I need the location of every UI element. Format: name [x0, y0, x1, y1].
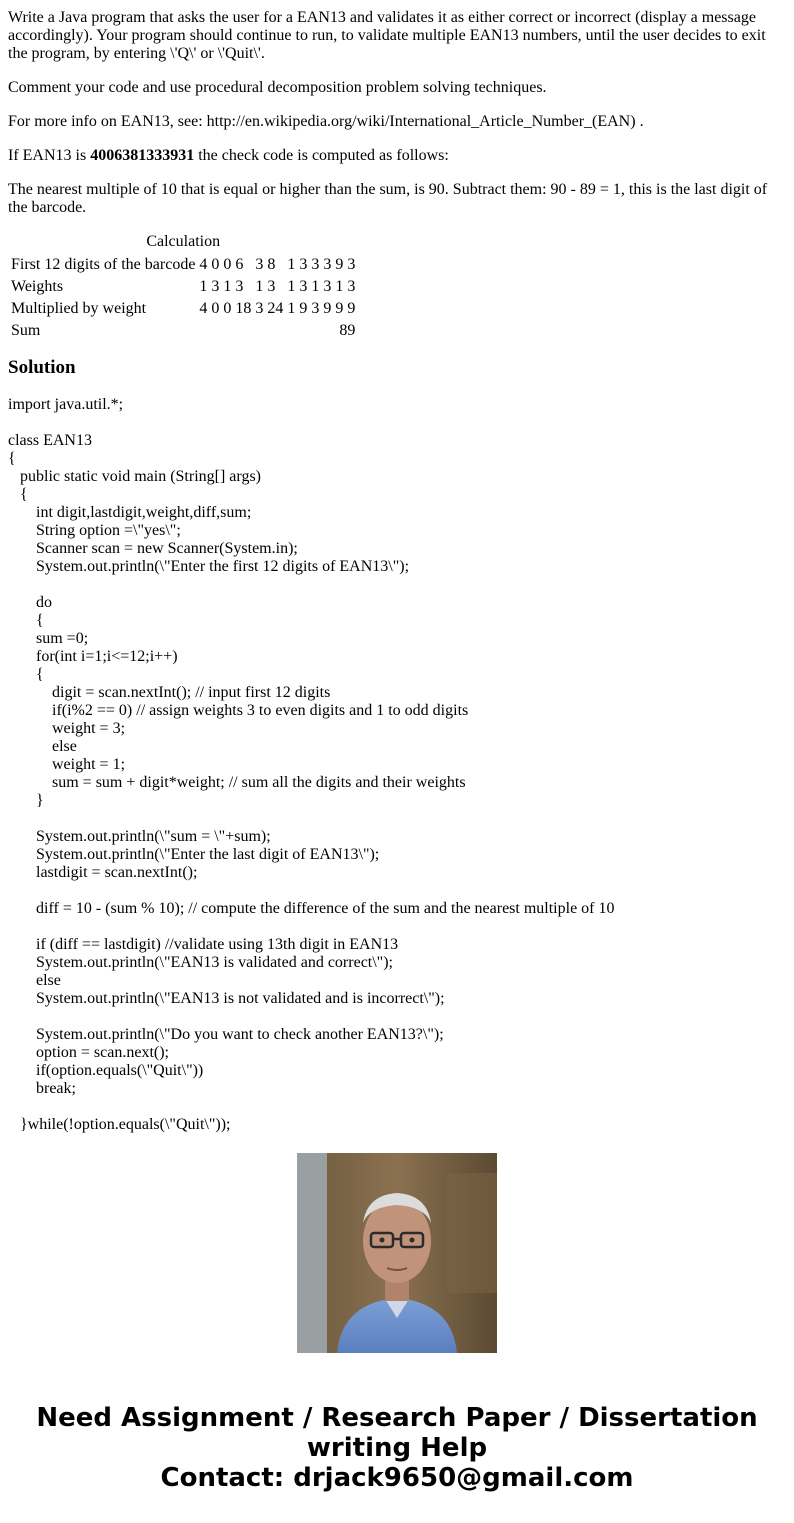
code-line: Scanner scan = new Scanner(System.in);	[8, 540, 298, 557]
code-line: {	[8, 666, 44, 683]
code-line	[8, 1098, 786, 1116]
person-photo-icon	[297, 1153, 497, 1353]
code-line: System.out.println(\"Do you want to check another EAN13?\");	[8, 1026, 444, 1043]
code-line	[8, 1008, 786, 1026]
row-label: First 12 digits of the barcode	[11, 256, 196, 273]
ean13-example-number: 4006381333931	[90, 147, 195, 164]
document-content	[8, 0, 786, 1133]
code-line	[8, 810, 786, 828]
avatar	[297, 1153, 497, 1353]
code-line: else	[8, 738, 77, 755]
code-line: diff = 10 - (sum % 10); // compute the difference of the sum and the nearest multiple of 10	[8, 900, 615, 917]
row-label: Weights	[11, 278, 64, 295]
intro-paragraph-3: For more info on EAN13, see: http://en.wikipedia.org/wiki/International_Article_Number_(EAN) .	[8, 113, 644, 130]
code-line: {	[8, 486, 28, 503]
footer-line-3: Contact: drjack9650@gmail.com	[160, 1463, 634, 1493]
code-line: weight = 1;	[8, 756, 126, 773]
code-line: weight = 3;	[8, 720, 126, 737]
intro-paragraph-4	[8, 147, 786, 165]
code-line: lastdigit = scan.nextInt();	[8, 864, 198, 881]
calculation-caption: Calculation	[146, 233, 221, 250]
p4-prefix: If EAN13 is	[8, 147, 91, 164]
code-line: if(i%2 == 0) // assign weights 3 to even digits and 1 to odd digits	[8, 702, 469, 719]
code-line: }	[8, 792, 44, 809]
code-line: digit = scan.nextInt(); // input first 12 digits	[8, 684, 331, 701]
code-line: {	[8, 450, 16, 467]
code-line: class EAN13	[8, 432, 92, 449]
code-line: {	[8, 612, 44, 629]
code-line: if(option.equals(\"Quit\"))	[8, 1062, 204, 1079]
footer-line-1: Need Assignment / Research Paper / Dissertation	[36, 1403, 758, 1433]
code-line: sum = sum + digit*weight; // sum all the digits and their weights	[8, 774, 466, 791]
code-line: for(int i=1;i<=12;i++)	[8, 648, 178, 665]
code-line: public static void main (String[] args)	[8, 468, 261, 485]
code-line: option = scan.next();	[8, 1044, 169, 1061]
code-line: if (diff == lastdigit) //validate using 13th digit in EAN13	[8, 936, 399, 953]
row-value: 4 0 0 18 3 24 1 9 3 9 9 9	[199, 300, 356, 317]
row-value: 89	[339, 322, 356, 339]
code-line: System.out.println(\"EAN13 is not validated and is incorrect\");	[8, 990, 445, 1007]
code-line: System.out.println(\"Enter the last digit of EAN13\");	[8, 846, 380, 863]
calculation-table	[8, 231, 358, 343]
code-line: sum =0;	[8, 630, 89, 647]
table-row	[10, 277, 356, 297]
code-line: do	[8, 594, 52, 611]
code-line: else	[8, 972, 61, 989]
code-line: int digit,lastdigit,weight,diff,sum;	[8, 504, 252, 521]
code-line: }while(!option.equals(\"Quit\"));	[8, 1116, 231, 1133]
p4-suffix: the check code is computed as follows:	[194, 147, 449, 164]
table-row	[10, 255, 356, 275]
code-block	[8, 396, 786, 1134]
code-line	[8, 576, 786, 594]
solution-heading: Solution	[8, 357, 76, 378]
code-line	[8, 918, 786, 936]
code-line: import java.util.*;	[8, 396, 124, 413]
code-line: System.out.println(\"sum = \"+sum);	[8, 828, 271, 845]
row-value: 1 3 1 3 1 3 1 3 1 3 1 3	[199, 278, 356, 295]
code-line: break;	[8, 1080, 76, 1097]
row-label: Sum	[11, 322, 41, 339]
contact-footer	[0, 1403, 794, 1493]
code-line	[8, 414, 786, 432]
row-value: 4 0 0 6 3 8 1 3 3 3 9 3	[199, 256, 356, 273]
code-line	[8, 882, 786, 900]
code-line: System.out.println(\"Enter the first 12 digits of EAN13\");	[8, 558, 410, 575]
table-row	[10, 299, 356, 319]
footer-line-2: writing Help	[306, 1433, 488, 1463]
code-line: System.out.println(\"EAN13 is validated and correct\");	[8, 954, 393, 971]
intro-paragraph-2: Comment your code and use procedural decomposition problem solving techniques.	[8, 79, 547, 96]
intro-paragraph-5: The nearest multiple of 10 that is equal or higher than the sum, is 90. Subtract them: 90 - 89 = 1, this is the last digit of the barcode.	[8, 181, 768, 216]
intro-paragraph-1: Write a Java program that asks the user for a EAN13 and validates it as either correct or incorrect (display a message accordingly). Your program should continue to run, to validate multiple EAN13 numbers, until the user decides to exit the program, by entering \'Q\' or \'Quit\'.	[8, 9, 766, 62]
code-line: String option =\"yes\";	[8, 522, 181, 539]
row-label: Multiplied by weight	[11, 300, 147, 317]
table-row	[10, 321, 356, 341]
